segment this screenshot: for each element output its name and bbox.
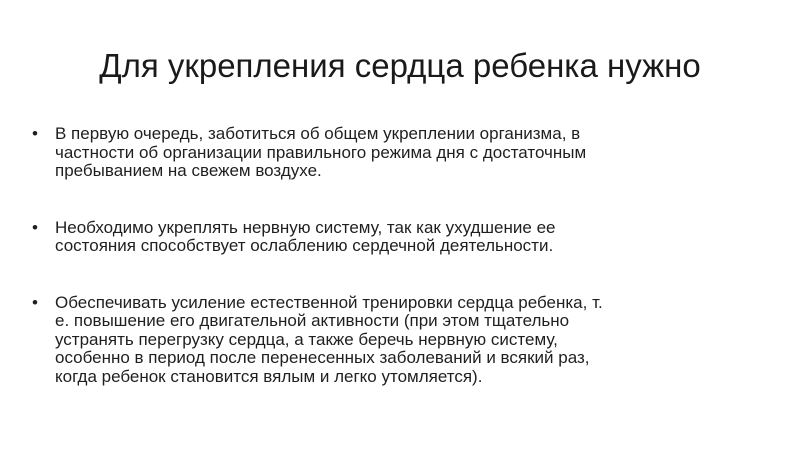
- bullet-marker: •: [32, 124, 38, 143]
- bullet-line: пребыванием на свежем воздухе.: [55, 161, 322, 180]
- bullet-line: Необходимо укреплять нервную систему, так как ухудшение ее: [55, 217, 556, 237]
- bullet-item-2: [32, 219, 752, 256]
- bullet-marker: •: [32, 217, 38, 237]
- bullet-line: устранять перегрузку сердца, а также беречь нервную систему,: [55, 329, 558, 349]
- bullet-line: особенно в период после перенесенных заболеваний и всякий раз,: [55, 348, 590, 367]
- bullet-line: Обеспечивать усиление естественной тренировки сердца ребенка, т.: [55, 292, 603, 312]
- bullet-marker: •: [32, 292, 38, 312]
- bullet-item-3: [32, 294, 752, 387]
- bullet-line: е. повышение его двигательной активности (при этом тщательно: [55, 311, 570, 330]
- bullet-line: состояния способствует ослаблению сердечной деятельности.: [55, 236, 554, 255]
- slide-title: Для укрепления сердца ребенка нужно: [99, 47, 701, 84]
- bullet-line: В первую очередь, заботиться об общем укреплении организма, в: [55, 124, 581, 143]
- bullet-line: когда ребенок становится вялым и легко утомляется).: [55, 366, 483, 386]
- bullet-item-1: [32, 125, 752, 181]
- bullet-list: [32, 125, 752, 386]
- bullet-line: частности об организации правильного режима дня с достаточным: [55, 142, 587, 162]
